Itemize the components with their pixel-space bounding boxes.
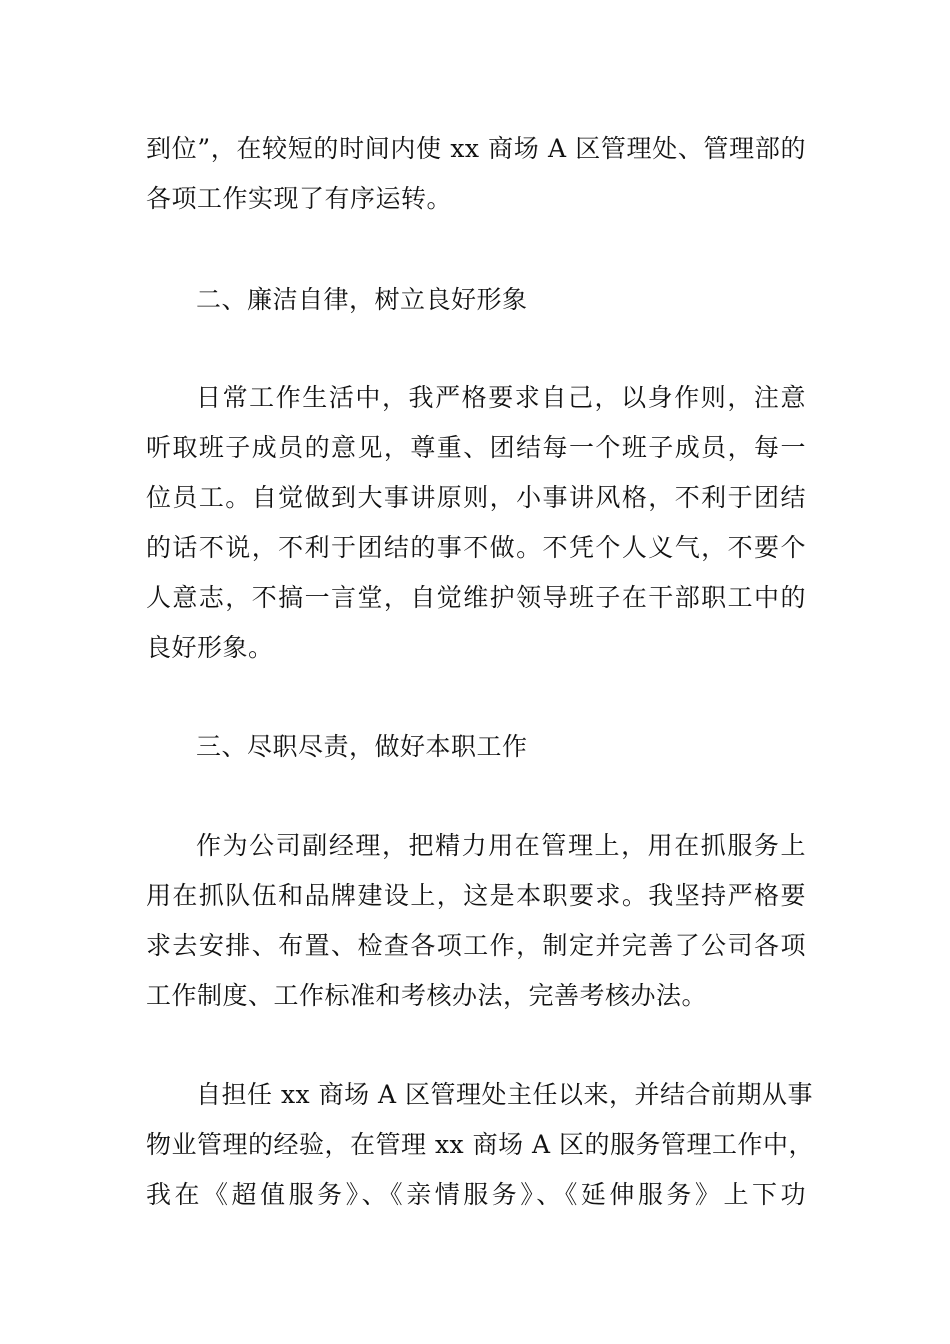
paragraph-line: 各项工作实现了有序运转。 bbox=[146, 184, 453, 213]
paragraph-line: 用在抓队伍和品牌建设上，这是本职要求。我坚持严格要 bbox=[146, 881, 806, 910]
paragraph-line: 自担任 xx 商场 A 区管理处主任以来，并结合前期从事 bbox=[196, 1080, 814, 1109]
paragraph-line: 到位”，在较短的时间内使 xx 商场 A 区管理处、管理部的 bbox=[146, 134, 806, 163]
section-heading: 三、尽职尽责，做好本职工作 bbox=[196, 732, 528, 761]
paragraph-line: 位员工。自觉做到大事讲原则，小事讲风格，不利于团结 bbox=[146, 483, 806, 512]
paragraph-line: 物业管理的经验，在管理 xx 商场 A 区的服务管理工作中， bbox=[146, 1130, 815, 1159]
paragraph-line: 日常工作生活中，我严格要求自己，以身作则，注意 bbox=[196, 383, 806, 412]
paragraph-line: 我在《超值服务》、《亲情服务》、《延伸服务》上下功 bbox=[146, 1180, 806, 1209]
paragraph-line: 求去安排、布置、检查各项工作，制定并完善了公司各项 bbox=[146, 931, 806, 960]
paragraph-line: 良好形象。 bbox=[146, 633, 274, 662]
paragraph-line: 人意志，不搞一言堂，自觉维护领导班子在干部职工中的 bbox=[146, 583, 806, 612]
paragraph-line: 听取班子成员的意见，尊重、团结每一个班子成员，每一 bbox=[146, 433, 806, 462]
paragraph-line: 作为公司副经理，把精力用在管理上，用在抓服务上 bbox=[196, 831, 806, 860]
section-heading: 二、廉洁自律，树立良好形象 bbox=[196, 285, 528, 314]
paragraph-line: 的话不说，不利于团结的事不做。不凭个人义气，不要个 bbox=[146, 533, 806, 562]
paragraph-line: 工作制度、工作标准和考核办法，完善考核办法。 bbox=[146, 981, 708, 1010]
